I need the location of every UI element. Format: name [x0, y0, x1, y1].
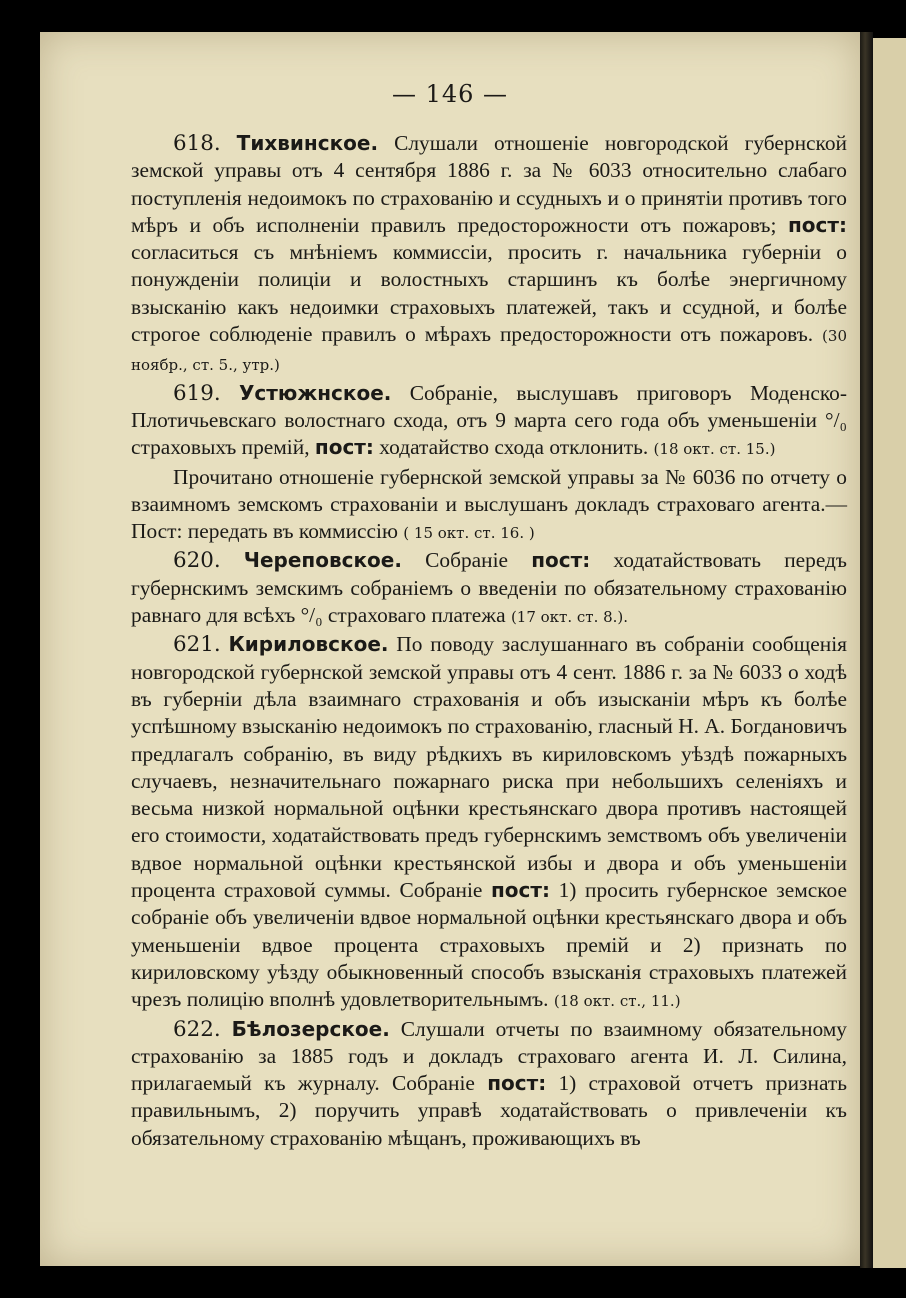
paragraph-619	[131, 380, 847, 464]
paragraph-text: Собраніе, выслушавъ приговоръ Моденско-Плотичьевскаго волостнаго схода, отъ 9 марта сего года объ уменьшеніи °/₀ страховыхъ премій,	[131, 380, 847, 460]
paragraph-622	[131, 1016, 847, 1152]
page-number: — 146 —	[391, 80, 509, 108]
session-reference: (18 окт. ст. 15.)	[653, 440, 776, 459]
district-heading: Устюжнское.	[239, 380, 392, 405]
district-heading: Кириловское.	[228, 632, 389, 657]
item-number: 618.	[173, 131, 221, 156]
next-page-edge	[873, 38, 906, 1268]
paragraph-text: Слушали отчеты по взаимному обязательному страхованію за 1885 годъ и докладъ страховаго агента И. Л. Силина, прилагаемый къ журналу. Собраніе	[131, 1016, 847, 1096]
paragraph-text: Прочитано отношеніе губернской земской управы за № 6036 по отчету о взаимномъ земскомъ страхованіи и выслушанъ докладъ страховаго агента.—Пост: передать въ коммиссію	[131, 464, 847, 544]
district-heading: Бѣлозерское.	[231, 1016, 390, 1041]
item-number: 620.	[173, 548, 221, 574]
item-number: 621.	[173, 632, 221, 658]
resolution-label: пост:	[787, 212, 847, 237]
district-heading: Тихвинское.	[236, 131, 379, 155]
item-number: 622.	[173, 1016, 221, 1042]
paragraph-text: ходатайство схода отклонить.	[373, 435, 654, 460]
paragraph-unnumbered	[131, 464, 847, 548]
paragraph-text: Собраніе	[401, 548, 532, 573]
paragraph-text: Слушали отношеніе новгородской губернской земской управы отъ 4 сентября 1886 г. за № 6033 относительно слабаго поступленія недоимокъ по страхованію и ссудныхъ и о принятіи противъ того мѣръ и объ исполненіи правилъ предосторожности отъ пожаровъ;	[131, 131, 847, 237]
session-reference: (18 окт. ст., 11.)	[553, 992, 681, 1011]
session-reference: ( 15 окт. ст. 16. )	[403, 524, 535, 543]
paragraph-text: 1) просить губернское земское собраніе объ увеличеніи вдвое нормальной оцѣнки крестьянскаго двора и объ уменьшеніи вдвое процента страховыхъ премій и 2) признать по кириловскому уѣзду обыкновенный способъ взысканія страховыхъ платежей чрезъ полицію вполнѣ удовлетворительнымъ.	[131, 878, 847, 1012]
paragraph-620	[131, 547, 847, 631]
paragraph-text: 1) страховой отчетъ признать правильнымъ, 2) поручить управѣ ходатайствовать о привлеченіи къ обязательному страхованію мѣщанъ, проживающихъ въ	[131, 1071, 847, 1150]
book-spine	[860, 32, 873, 1268]
resolution-label: пост:	[487, 1071, 547, 1096]
paragraph-text: По поводу заслушаннаго въ собраніи сообщенія новгородской губернской земской управы отъ 4 сент. 1886 г. за № 6033 о ходѣ въ губерніи дѣла взаимнаго страхованія и объ изысканіи мѣръ къ болѣе успѣшному взысканію недоимокъ по страхованію, гласный Н. А. Богдановичъ предлагалъ собранію, въ виду рѣдкихъ въ кириловскомъ уѣздѣ пожарныхъ случаевъ, незначительнаго пожарнаго риска при небольшихъ селеніяхъ и весьма низкой нормальной оцѣнки крестьянскаго двора противъ настоящей его стоимости, ходатайствовать предъ губернскимъ земствомъ объ увеличеніи вдвое нормальной оцѣнки крестьянской избы и двора и объ уменьшеніи процента страховой суммы. Собраніе	[131, 632, 848, 903]
item-number: 619.	[173, 380, 221, 406]
district-heading: Череповское.	[243, 548, 402, 573]
book-page	[40, 32, 860, 1266]
resolution-label: пост:	[531, 548, 591, 573]
resolution-label: пост:	[314, 435, 374, 460]
paragraph-621	[131, 631, 847, 1015]
session-reference: (30 ноябр., ст. 5., утр.)	[131, 327, 847, 375]
paragraph-618	[131, 130, 847, 380]
paragraph-text: согласиться съ мнѣніемъ коммиссіи, просить г. начальника губерніи о понужденіи полиціи и волостныхъ старшинъ къ болѣе энергичному взысканію какъ недоимки страховыхъ платежей, такъ и ссудной, и болѣе строгое соблюденіе правилъ о мѣрахъ предосторожности отъ пожаровъ.	[131, 240, 847, 347]
resolution-label: пост:	[490, 878, 550, 903]
session-reference: (17 окт. ст. 8.).	[510, 608, 629, 627]
paragraph-text: ходатайствовать передъ губернскимъ земскимъ собраніемъ о введеніи по обязательному страхованію равнаго для всѣхъ °/₀ страховаго платежа	[131, 548, 847, 628]
body-text	[131, 130, 847, 1152]
